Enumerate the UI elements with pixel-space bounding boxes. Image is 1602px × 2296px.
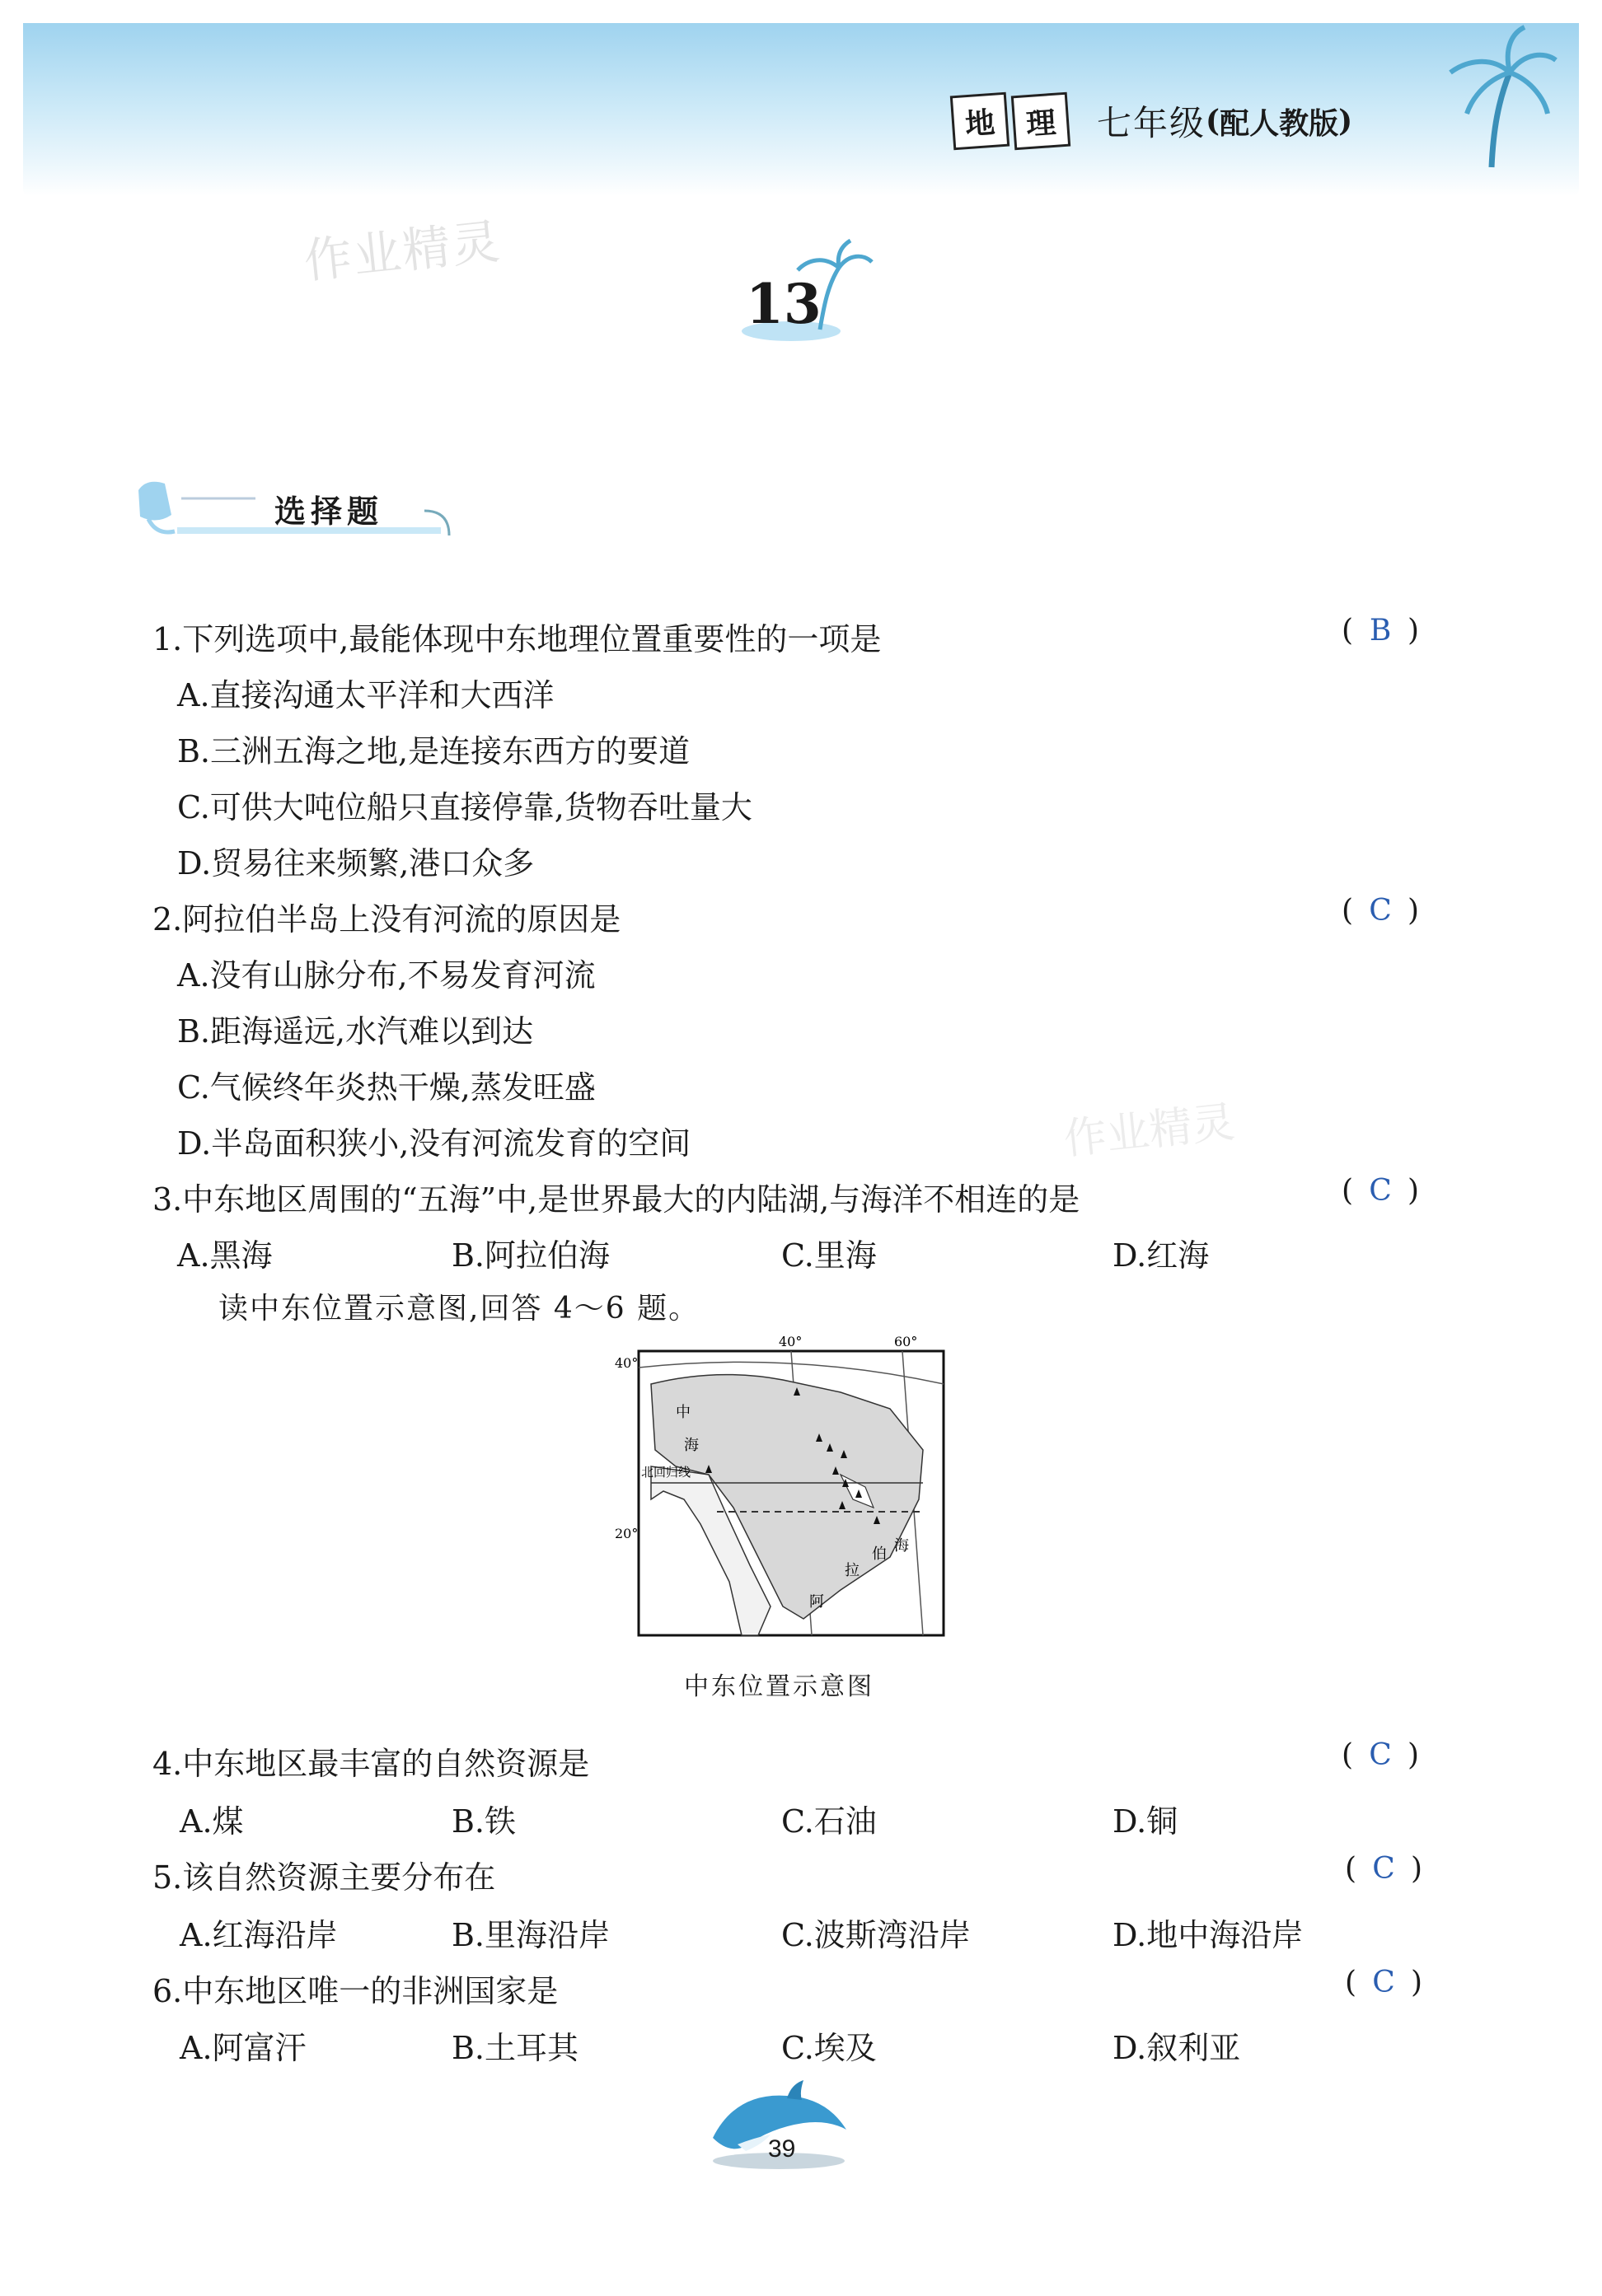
answer-paren: ( <box>1345 1966 1357 1999</box>
question-2-stem: 2.阿拉伯半岛上没有河流的原因是 <box>152 901 621 938</box>
option: D.叙利亚 <box>1112 2030 1241 2066</box>
question-4-answer <box>1342 1738 1419 1772</box>
palm-tree-icon <box>1434 23 1558 171</box>
option: A.红海沿岸 <box>180 1917 338 1953</box>
answer-paren: ( <box>1345 1852 1357 1886</box>
answer-paren: ) <box>1411 1852 1423 1886</box>
question-6-answer <box>1345 1966 1422 1999</box>
map-label: 中 <box>676 1404 691 1421</box>
grade-label: 七年级 <box>1097 103 1206 143</box>
question-5-stem: 5.该自然资源主要分布在 <box>152 1859 496 1896</box>
edition-open-paren: ( <box>1206 104 1220 138</box>
option: B.距海遥远,水汽难以到达 <box>177 1013 534 1050</box>
option: D.贸易往来频繁,港口众多 <box>177 845 535 881</box>
map-label: 阿 <box>809 1593 824 1611</box>
answer-paren: ( <box>1342 1738 1354 1772</box>
answer-letter: C <box>1372 1852 1395 1886</box>
answer-paren: ( <box>1342 1174 1354 1208</box>
lon-60-label: 60° <box>894 1335 918 1349</box>
map-label: 拉 <box>845 1562 860 1579</box>
lon-40-label: 40° <box>779 1335 803 1349</box>
map-label: 海 <box>684 1437 699 1454</box>
question-4-stem: 4.中东地区最丰富的自然资源是 <box>152 1746 590 1782</box>
answer-letter: C <box>1372 1966 1395 1999</box>
option: B.里海沿岸 <box>452 1917 611 1953</box>
subject-char-box: 地 <box>950 92 1009 151</box>
option: C.里海 <box>781 1237 877 1274</box>
subject-char-box: 理 <box>1011 92 1070 151</box>
answer-paren: ( <box>1342 614 1354 648</box>
section-title: 选择题 <box>274 493 384 530</box>
answer-paren: ) <box>1408 614 1420 648</box>
option: C.气候终年炎热干燥,蒸发旺盛 <box>177 1069 596 1106</box>
answer-paren: ) <box>1411 1966 1423 1999</box>
option: D.铜 <box>1112 1803 1178 1840</box>
watermark: 作业精灵 <box>301 213 504 290</box>
header-title <box>952 92 1352 150</box>
answer-paren: ( <box>1342 894 1354 928</box>
question-3-answer <box>1342 1174 1419 1208</box>
question-3-stem: 3.中东地区周围的“五海”中,是世界最大的内陆湖,与海洋不相连的是 <box>152 1181 1080 1218</box>
edition-label: 配人教版 <box>1220 105 1339 141</box>
option: D.地中海沿岸 <box>1112 1917 1304 1953</box>
edition-close-paren: ) <box>1338 104 1353 138</box>
lat-20-label: 20° <box>615 1526 639 1541</box>
question-6-stem: 6.中东地区唯一的非洲国家是 <box>152 1973 559 2009</box>
answer-paren: ) <box>1408 1174 1420 1208</box>
option: D.红海 <box>1112 1237 1210 1274</box>
option: A.黑海 <box>177 1237 273 1274</box>
map-caption: 中东位置示意图 <box>684 1672 874 1701</box>
watermark: 作业精灵 <box>1061 1097 1238 1165</box>
question-2-answer <box>1342 894 1419 928</box>
option: B.三洲五海之地,是连接东西方的要道 <box>177 733 691 769</box>
middle-east-map <box>593 1335 972 1648</box>
answer-paren: ) <box>1408 894 1420 928</box>
map-intro-text: 读中东位置示意图,回答 4～6 题。 <box>218 1292 700 1326</box>
option: A.煤 <box>180 1803 244 1840</box>
option: A.没有山脉分布,不易发育河流 <box>177 957 596 994</box>
answer-letter: B <box>1369 614 1392 648</box>
option: B.土耳其 <box>452 2030 579 2066</box>
lesson-number: 13 <box>746 272 822 336</box>
page-number: 39 <box>768 2135 796 2163</box>
option: C.波斯湾沿岸 <box>781 1917 971 1953</box>
option: C.埃及 <box>781 2030 877 2066</box>
question-1-answer <box>1342 614 1419 648</box>
question-1-stem: 1.下列选项中,最能体现中东地理位置重要性的一项是 <box>152 621 882 657</box>
option: D.半岛面积狭小,没有河流发育的空间 <box>177 1125 691 1162</box>
option: C.石油 <box>781 1803 877 1840</box>
map-label: 伯 <box>872 1545 887 1563</box>
answer-letter: C <box>1369 1174 1392 1208</box>
answer-paren: ) <box>1408 1738 1420 1772</box>
lat-40-label: 40° <box>615 1355 639 1371</box>
answer-letter: C <box>1369 894 1392 928</box>
tropic-label: 北回归线 <box>641 1465 691 1480</box>
option: B.铁 <box>452 1803 517 1840</box>
option: B.阿拉伯海 <box>452 1237 611 1274</box>
option: A.直接沟通太平洋和大西洋 <box>177 677 555 713</box>
answer-letter: C <box>1369 1738 1392 1772</box>
map-label: 海 <box>894 1537 909 1555</box>
question-5-answer <box>1345 1852 1422 1886</box>
option: C.可供大吨位船只直接停靠,货物吞吐量大 <box>177 789 752 825</box>
option: A.阿富汗 <box>180 2030 307 2066</box>
